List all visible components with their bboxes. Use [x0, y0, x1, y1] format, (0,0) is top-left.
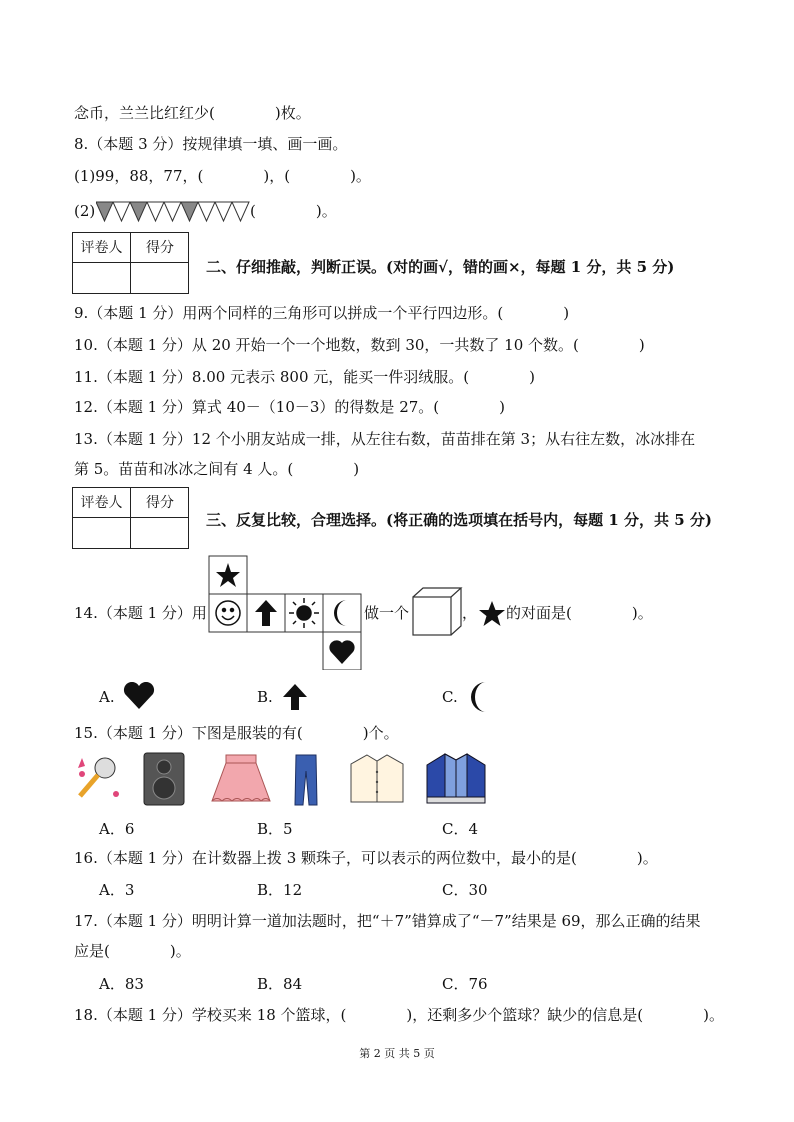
heart-icon	[122, 682, 156, 710]
speaker-icon	[142, 751, 186, 807]
page-footer: 第 2 页 共 5 页	[359, 1047, 435, 1060]
question-18: 18.（本题 1 分）学校买来 18 个篮球，( )，还剩多少个篮球？缺少的信息是( )。	[74, 1006, 724, 1024]
question-16: 16.（本题 1 分）在计数器上拨 3 颗珠子，可以表示的两位数中，最小的是( )。	[74, 849, 658, 867]
question-11: 11.（本题 1 分）8.00 元表示 800 元，能买一件羽绒服。( )	[74, 368, 535, 386]
question-14-middle: 做一个	[364, 604, 410, 622]
continued-text: 念币，兰兰比红红少( )枚。	[74, 104, 311, 122]
question-8: 8.（本题 3 分）按规律填一填、画一画。	[74, 135, 348, 153]
cube-net	[207, 554, 365, 670]
question-8-part-2-prefix: (2)	[74, 202, 96, 220]
heart-icon	[329, 640, 354, 664]
q17-option-a[interactable]: A．83	[99, 975, 144, 993]
grader-table	[72, 232, 189, 294]
q14-option-b[interactable]: B.	[257, 688, 273, 706]
q16-option-c[interactable]: C．30	[442, 881, 488, 899]
sun-icon	[289, 598, 319, 628]
jacket-icon	[425, 751, 487, 809]
q14-option-c[interactable]: C.	[442, 688, 458, 706]
question-12: 12.（本题 1 分）算式 40－（10－3）的得数是 27。( )	[74, 398, 505, 416]
q14-option-a[interactable]: A.	[99, 688, 115, 706]
moon-icon	[334, 600, 347, 626]
pants-icon	[292, 753, 320, 807]
section-2-title: 二、仔细推敲，判断正误。(对的画√，错的画×，每题 1 分，共 5 分)	[206, 258, 675, 276]
question-14-prefix: 14.（本题 1 分）用	[74, 604, 207, 622]
star-icon	[216, 563, 240, 587]
q16-option-b[interactable]: B．12	[257, 881, 303, 899]
question-8-part-1: (1)99，88，77，( )，( )。	[74, 167, 371, 185]
triangle-pattern	[96, 201, 250, 223]
q17-option-c[interactable]: C．76	[442, 975, 488, 993]
shirt-icon	[347, 752, 407, 806]
q16-option-a[interactable]: A．3	[99, 881, 135, 899]
grader-table	[72, 487, 189, 549]
question-14-suffix: 的对面是( )。	[506, 604, 653, 622]
q15-option-b[interactable]: B．5	[257, 820, 293, 838]
question-17-line-2: 应是( )。	[74, 942, 191, 960]
star-icon	[478, 600, 506, 628]
question-8-part-2-answer: ( )。	[250, 202, 337, 220]
question-10: 10.（本题 1 分）从 20 开始一个一个地数，数到 30，一共数了 10 个数。( )	[74, 336, 645, 354]
question-15: 15.（本题 1 分）下图是服装的有( )个。	[74, 724, 399, 742]
q17-option-b[interactable]: B．84	[257, 975, 303, 993]
smiley-icon	[216, 601, 240, 625]
reviewer-label: 评卷人	[73, 233, 131, 263]
moon-icon	[466, 681, 494, 713]
question-13-line-1: 13.（本题 1 分）12 个小朋友站成一排，从左往右数，苗苗排在第 3；从右往左数，冰冰排在	[74, 430, 696, 448]
reviewer-label: 评卷人	[73, 488, 131, 518]
arrow-up-icon	[282, 683, 308, 711]
score-label: 得分	[131, 233, 189, 263]
question-14-comma: ，	[462, 604, 478, 622]
question-13-line-2: 第 5。苗苗和冰冰之间有 4 人。( )	[74, 460, 360, 478]
microphone-icon	[72, 754, 122, 804]
q15-option-c[interactable]: C．4	[442, 820, 479, 838]
section-3-title: 三、反复比较，合理选择。(将正确的选项填在括号内，每题 1 分，共 5 分)	[206, 511, 712, 529]
score-label: 得分	[131, 488, 189, 518]
question-9: 9.（本题 1 分）用两个同样的三角形可以拼成一个平行四边形。( )	[74, 304, 570, 322]
q15-option-a[interactable]: A．6	[99, 820, 135, 838]
skirt-icon	[210, 753, 272, 805]
cube-icon	[411, 586, 463, 638]
question-17-line-1: 17.（本题 1 分）明明计算一道加法题时，把“＋7”错算成了“－7”结果是 69，那么正确的结果	[74, 912, 701, 930]
arrow-up-icon	[255, 600, 277, 626]
